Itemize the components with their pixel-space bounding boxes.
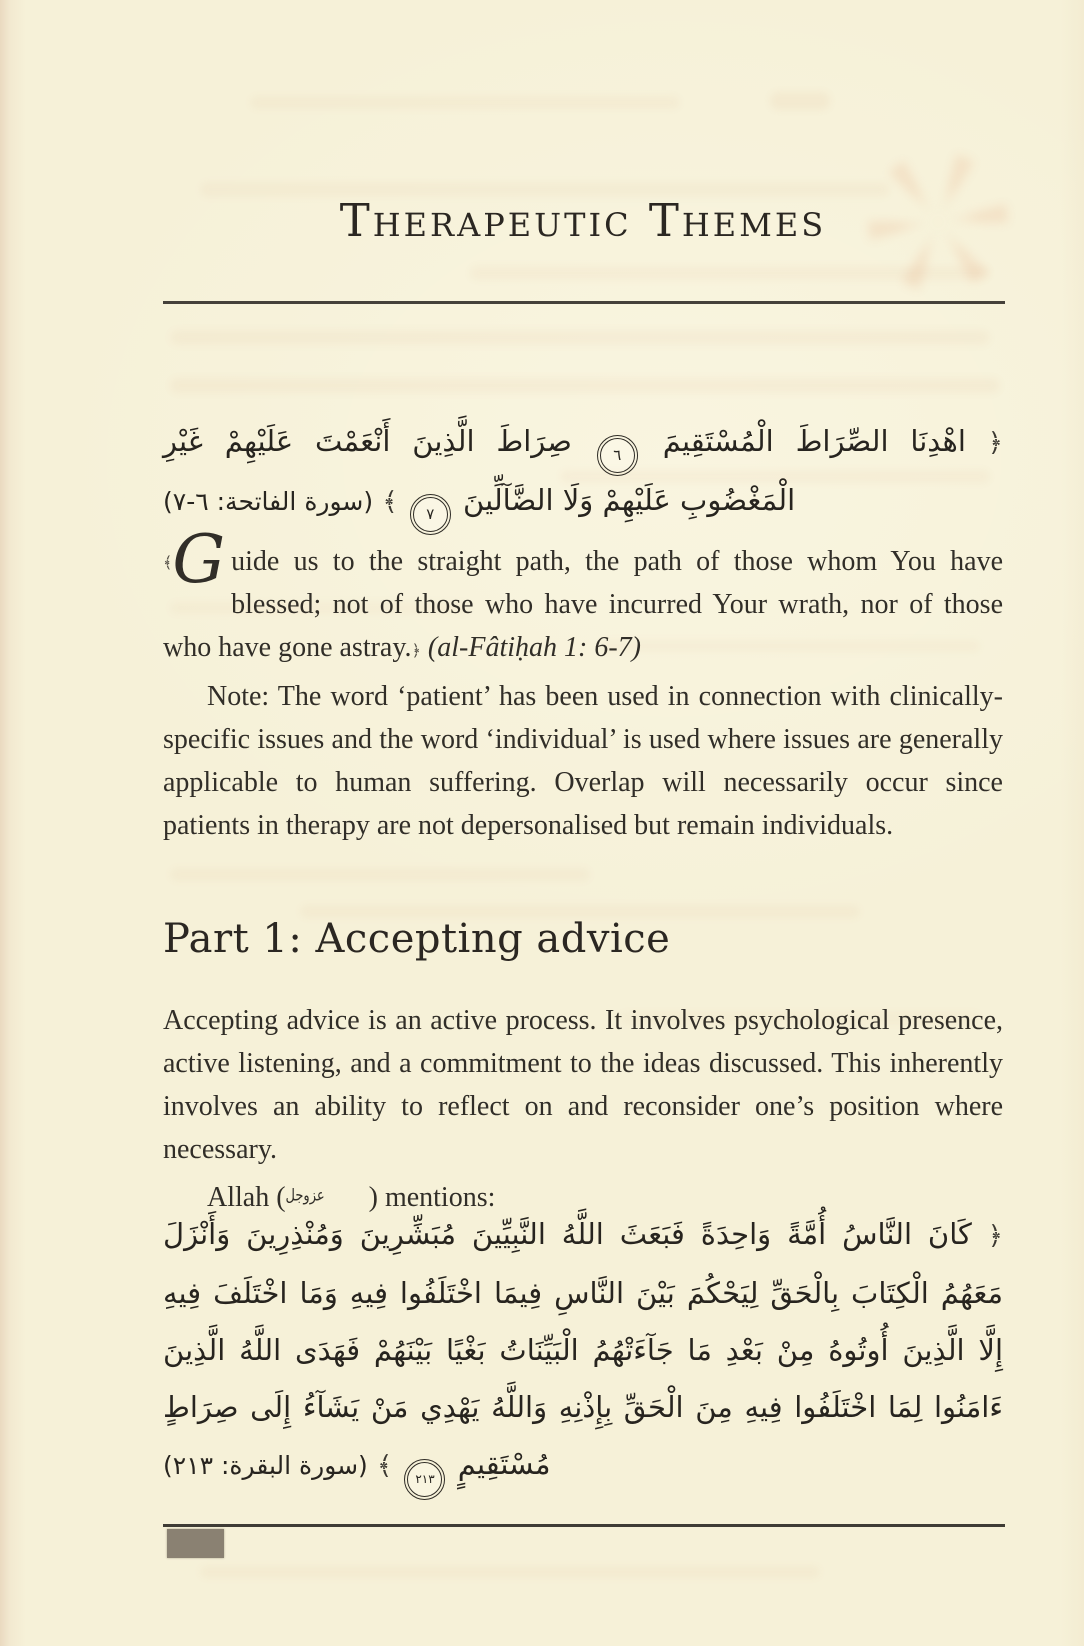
quran-verse-baqarah xyxy=(163,1206,1003,1497)
verse-translation xyxy=(163,521,1003,673)
arabic-verse-text: اهْدِنَا الصِّرَاطَ الْمُسْتَقِيمَ xyxy=(662,424,966,458)
translation-citation: (al-Fâtiḥah 1: 6-7) xyxy=(427,632,641,663)
drop-cap-letter: G xyxy=(172,521,224,598)
footer-corner-block xyxy=(167,1529,224,1558)
allah-honorific-calligraphy: عزوجل xyxy=(285,1186,325,1206)
ayah-number-medallion xyxy=(413,497,448,532)
translation-text: uide us to the straight path, the path of those whom You have blessed; not of those who have incurred Your wrath, nor of those who have gone astray. xyxy=(163,546,1003,663)
mentions-suffix: ) mentions: xyxy=(368,1182,496,1213)
title-divider-rule xyxy=(163,301,1005,304)
ornate-close-bracket: ﴾ xyxy=(377,1451,393,1481)
page-title: Therapeutic Themes xyxy=(339,194,827,247)
bleed-through-smudge xyxy=(170,868,590,881)
mentions-prefix: Allah ( xyxy=(207,1182,286,1213)
section-heading-part1: Part 1: Accepting advice xyxy=(163,916,671,962)
footer-rule xyxy=(163,1524,1005,1527)
quote-close-ornament: ﴿ xyxy=(411,643,421,660)
bleed-through-smudge xyxy=(170,378,1000,393)
ayah-number: ٢١٣ xyxy=(415,1472,435,1486)
arabic-verse-text: كَانَ النَّاسُ أُمَّةً وَاحِدَةً فَبَعَثَ اللَّهُ النَّبِيِّينَ مُبَشِّرِينَ وَمُنْذِرِينَ وَأَنْزَلَ مَعَهُمُ الْكِتَابَ بِالْحَقِّ لِيَحْكُمَ بَيْنَ النَّاسِ فِيمَا اخْتَلَفُوا فِيهِ وَمَا اخْتَلَفَ فِيهِ إِلَّا الَّذِينَ أُوتُوهُ مِنْ بَعْدِ مَا جَآءَتْهُمُ الْبَيِّنَاتُ بَغْيًا بَيْنَهُمْ فَهَدَى اللَّهُ الَّذِينَ ءَامَنُوا لِمَا اخْتَلَفُوا فِيهِ مِنَ الْحَقِّ بِإِذْنِهِ وَاللَّهُ يَهْدِي مَنْ يَشَآءُ إِلَى صِرَاطٍ مُسْتَقِيمٍ xyxy=(163,1217,1003,1481)
ornate-close-bracket: ﴾ xyxy=(382,487,398,517)
ayah-number-medallion xyxy=(600,438,635,473)
ornate-open-bracket: ﴿ xyxy=(987,1221,1004,1251)
ayah-number-medallion xyxy=(407,1462,442,1497)
note-paragraph: Note: The word ‘patient’ has been used in connection with clinically-specific issues and the word ‘individual’ is used where issues are generally applicable to human suffering. Overlap will necessarily occur since patients in therapy are not depersonalised but remain individuals. xyxy=(163,681,1003,841)
surah-citation: (سورة البقرة: ٢١٣) xyxy=(163,1451,368,1480)
arabic-verse-text: صِرَاطَ الَّذِينَ أَنْعَمْتَ عَلَيْهِمْ غَيْرِ الْمَغْضُوبِ عَلَيْهِمْ وَلَا الضَّآلِّينَ xyxy=(163,424,796,517)
ornate-open-bracket: ﴿ xyxy=(987,428,1004,458)
surah-citation: (سورة الفاتحة: ٦-٧) xyxy=(163,487,374,516)
bleed-through-smudge xyxy=(470,266,990,280)
intro-paragraph: Accepting advice is an active process. It involves psychological presence, active listening, and a commitment to the ideas discussed. This inherently involves an ability to reflect on and reconsider one’s position where necessary. xyxy=(163,1005,1003,1165)
bleed-through-smudge xyxy=(770,92,830,110)
bleed-through-smudge xyxy=(200,1566,820,1578)
ayah-number: ٧ xyxy=(426,505,435,523)
bleed-through-smudge xyxy=(170,330,990,345)
quote-open-ornament: ﴾ xyxy=(163,555,173,572)
bleed-through-smudge xyxy=(250,96,680,109)
drop-cap-group xyxy=(163,521,224,598)
ayah-number: ٦ xyxy=(613,446,622,464)
quran-verse-fatihah xyxy=(163,414,1003,532)
